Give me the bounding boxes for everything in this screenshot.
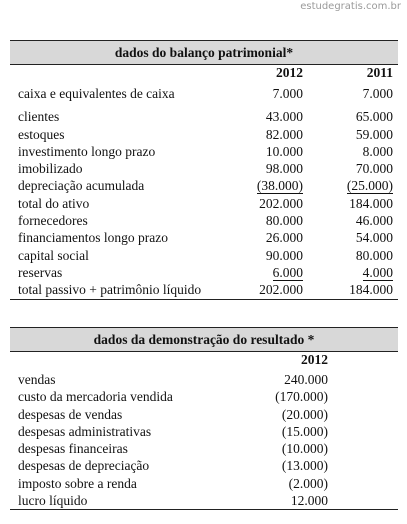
row-label: fornecedores bbox=[18, 213, 88, 229]
balance-sheet-title: dados do balanço patrimonial* bbox=[10, 40, 398, 65]
value-2012: (13.000) bbox=[281, 458, 328, 474]
value-2012: 43.000 bbox=[265, 109, 303, 125]
table-row bbox=[10, 264, 398, 281]
row-label: vendas bbox=[18, 372, 56, 387]
row-label: despesas administrativas bbox=[18, 423, 152, 439]
row-label: despesas de vendas bbox=[18, 406, 123, 422]
table-row bbox=[10, 126, 398, 143]
value-2012: (2.000) bbox=[288, 475, 328, 491]
value-2012: 12.000 bbox=[290, 493, 328, 509]
table-row bbox=[10, 440, 398, 457]
row-label: clientes bbox=[18, 109, 60, 125]
table-row bbox=[10, 195, 398, 212]
value-2011: 184.000 bbox=[349, 282, 393, 298]
table-row bbox=[10, 143, 398, 160]
value-2012: (170.000) bbox=[275, 389, 328, 405]
table-row bbox=[10, 457, 398, 474]
value-2011: (25.000) bbox=[346, 178, 393, 194]
value-2012: (10.000) bbox=[281, 441, 328, 457]
row-label: lucro líquido bbox=[18, 493, 88, 509]
row-label: despesas financeiras bbox=[18, 441, 128, 457]
table-row bbox=[10, 108, 398, 125]
row-label: reservas bbox=[18, 264, 63, 280]
row-label: total do ativo bbox=[18, 195, 90, 211]
value-2012: 7.000 bbox=[272, 86, 303, 101]
row-label: total passivo + patrimônio líquido bbox=[18, 282, 202, 298]
value-2011: 8.000 bbox=[362, 143, 393, 159]
income-statement-column-headers bbox=[10, 352, 398, 368]
table-row bbox=[10, 281, 398, 298]
value-2011: 70.000 bbox=[355, 161, 393, 177]
table-row bbox=[10, 406, 398, 423]
income-statement-table bbox=[10, 327, 398, 510]
year-2012-header: 2012 bbox=[301, 352, 328, 367]
value-2012: 82.000 bbox=[265, 126, 303, 142]
value-2012: 26.000 bbox=[265, 230, 303, 246]
row-label: caixa e equivalentes de caixa bbox=[18, 86, 175, 101]
year-2012-header: 2012 bbox=[276, 65, 303, 80]
value-2011: 59.000 bbox=[355, 126, 393, 142]
value-2011: 80.000 bbox=[355, 247, 393, 263]
value-2012: 240.000 bbox=[284, 372, 328, 387]
balance-sheet-table bbox=[10, 40, 398, 300]
value-2012: 80.000 bbox=[265, 213, 303, 229]
value-2012: 10.000 bbox=[265, 143, 303, 159]
table-row bbox=[10, 475, 398, 492]
value-2011: 184.000 bbox=[349, 195, 393, 211]
row-label: depreciação acumulada bbox=[18, 178, 145, 194]
row-label: financiamentos longo prazo bbox=[18, 230, 168, 246]
row-label: despesas de depreciação bbox=[18, 458, 150, 474]
value-2012: (38.000) bbox=[256, 178, 303, 194]
watermark: estudegratis.com.br bbox=[300, 1, 401, 12]
value-2012: 6.000 bbox=[272, 264, 303, 280]
value-2011: 46.000 bbox=[355, 213, 393, 229]
row-label: imposto sobre a renda bbox=[18, 475, 137, 491]
balance-sheet-column-headers bbox=[10, 65, 398, 81]
table-row bbox=[10, 247, 398, 264]
value-2012: 90.000 bbox=[265, 247, 303, 263]
value-2012: (15.000) bbox=[281, 423, 328, 439]
table-row bbox=[10, 212, 398, 229]
value-2012: 202.000 bbox=[259, 282, 303, 298]
value-2011: 54.000 bbox=[355, 230, 393, 246]
table-row bbox=[10, 160, 398, 177]
table-row bbox=[10, 229, 398, 246]
table-row bbox=[10, 423, 398, 440]
year-2011-header: 2011 bbox=[366, 65, 393, 80]
value-2011: 4.000 bbox=[362, 264, 393, 280]
table-row bbox=[10, 85, 398, 102]
row-label: capital social bbox=[18, 247, 89, 263]
table-row bbox=[10, 177, 398, 194]
row-label: investimento longo prazo bbox=[18, 143, 156, 159]
value-2011: 7.000 bbox=[362, 86, 393, 101]
table-row bbox=[10, 371, 398, 388]
value-2012: (20.000) bbox=[281, 406, 328, 422]
table-row bbox=[10, 492, 398, 509]
row-label: estoques bbox=[18, 126, 65, 142]
table-row bbox=[10, 388, 398, 405]
income-statement-title: dados da demonstração do resultado * bbox=[10, 327, 398, 352]
row-label: custo da mercadoria vendida bbox=[18, 389, 173, 405]
row-label: imobilizado bbox=[18, 161, 83, 177]
value-2012: 98.000 bbox=[265, 161, 303, 177]
value-2012: 202.000 bbox=[259, 195, 303, 211]
value-2011: 65.000 bbox=[355, 109, 393, 125]
